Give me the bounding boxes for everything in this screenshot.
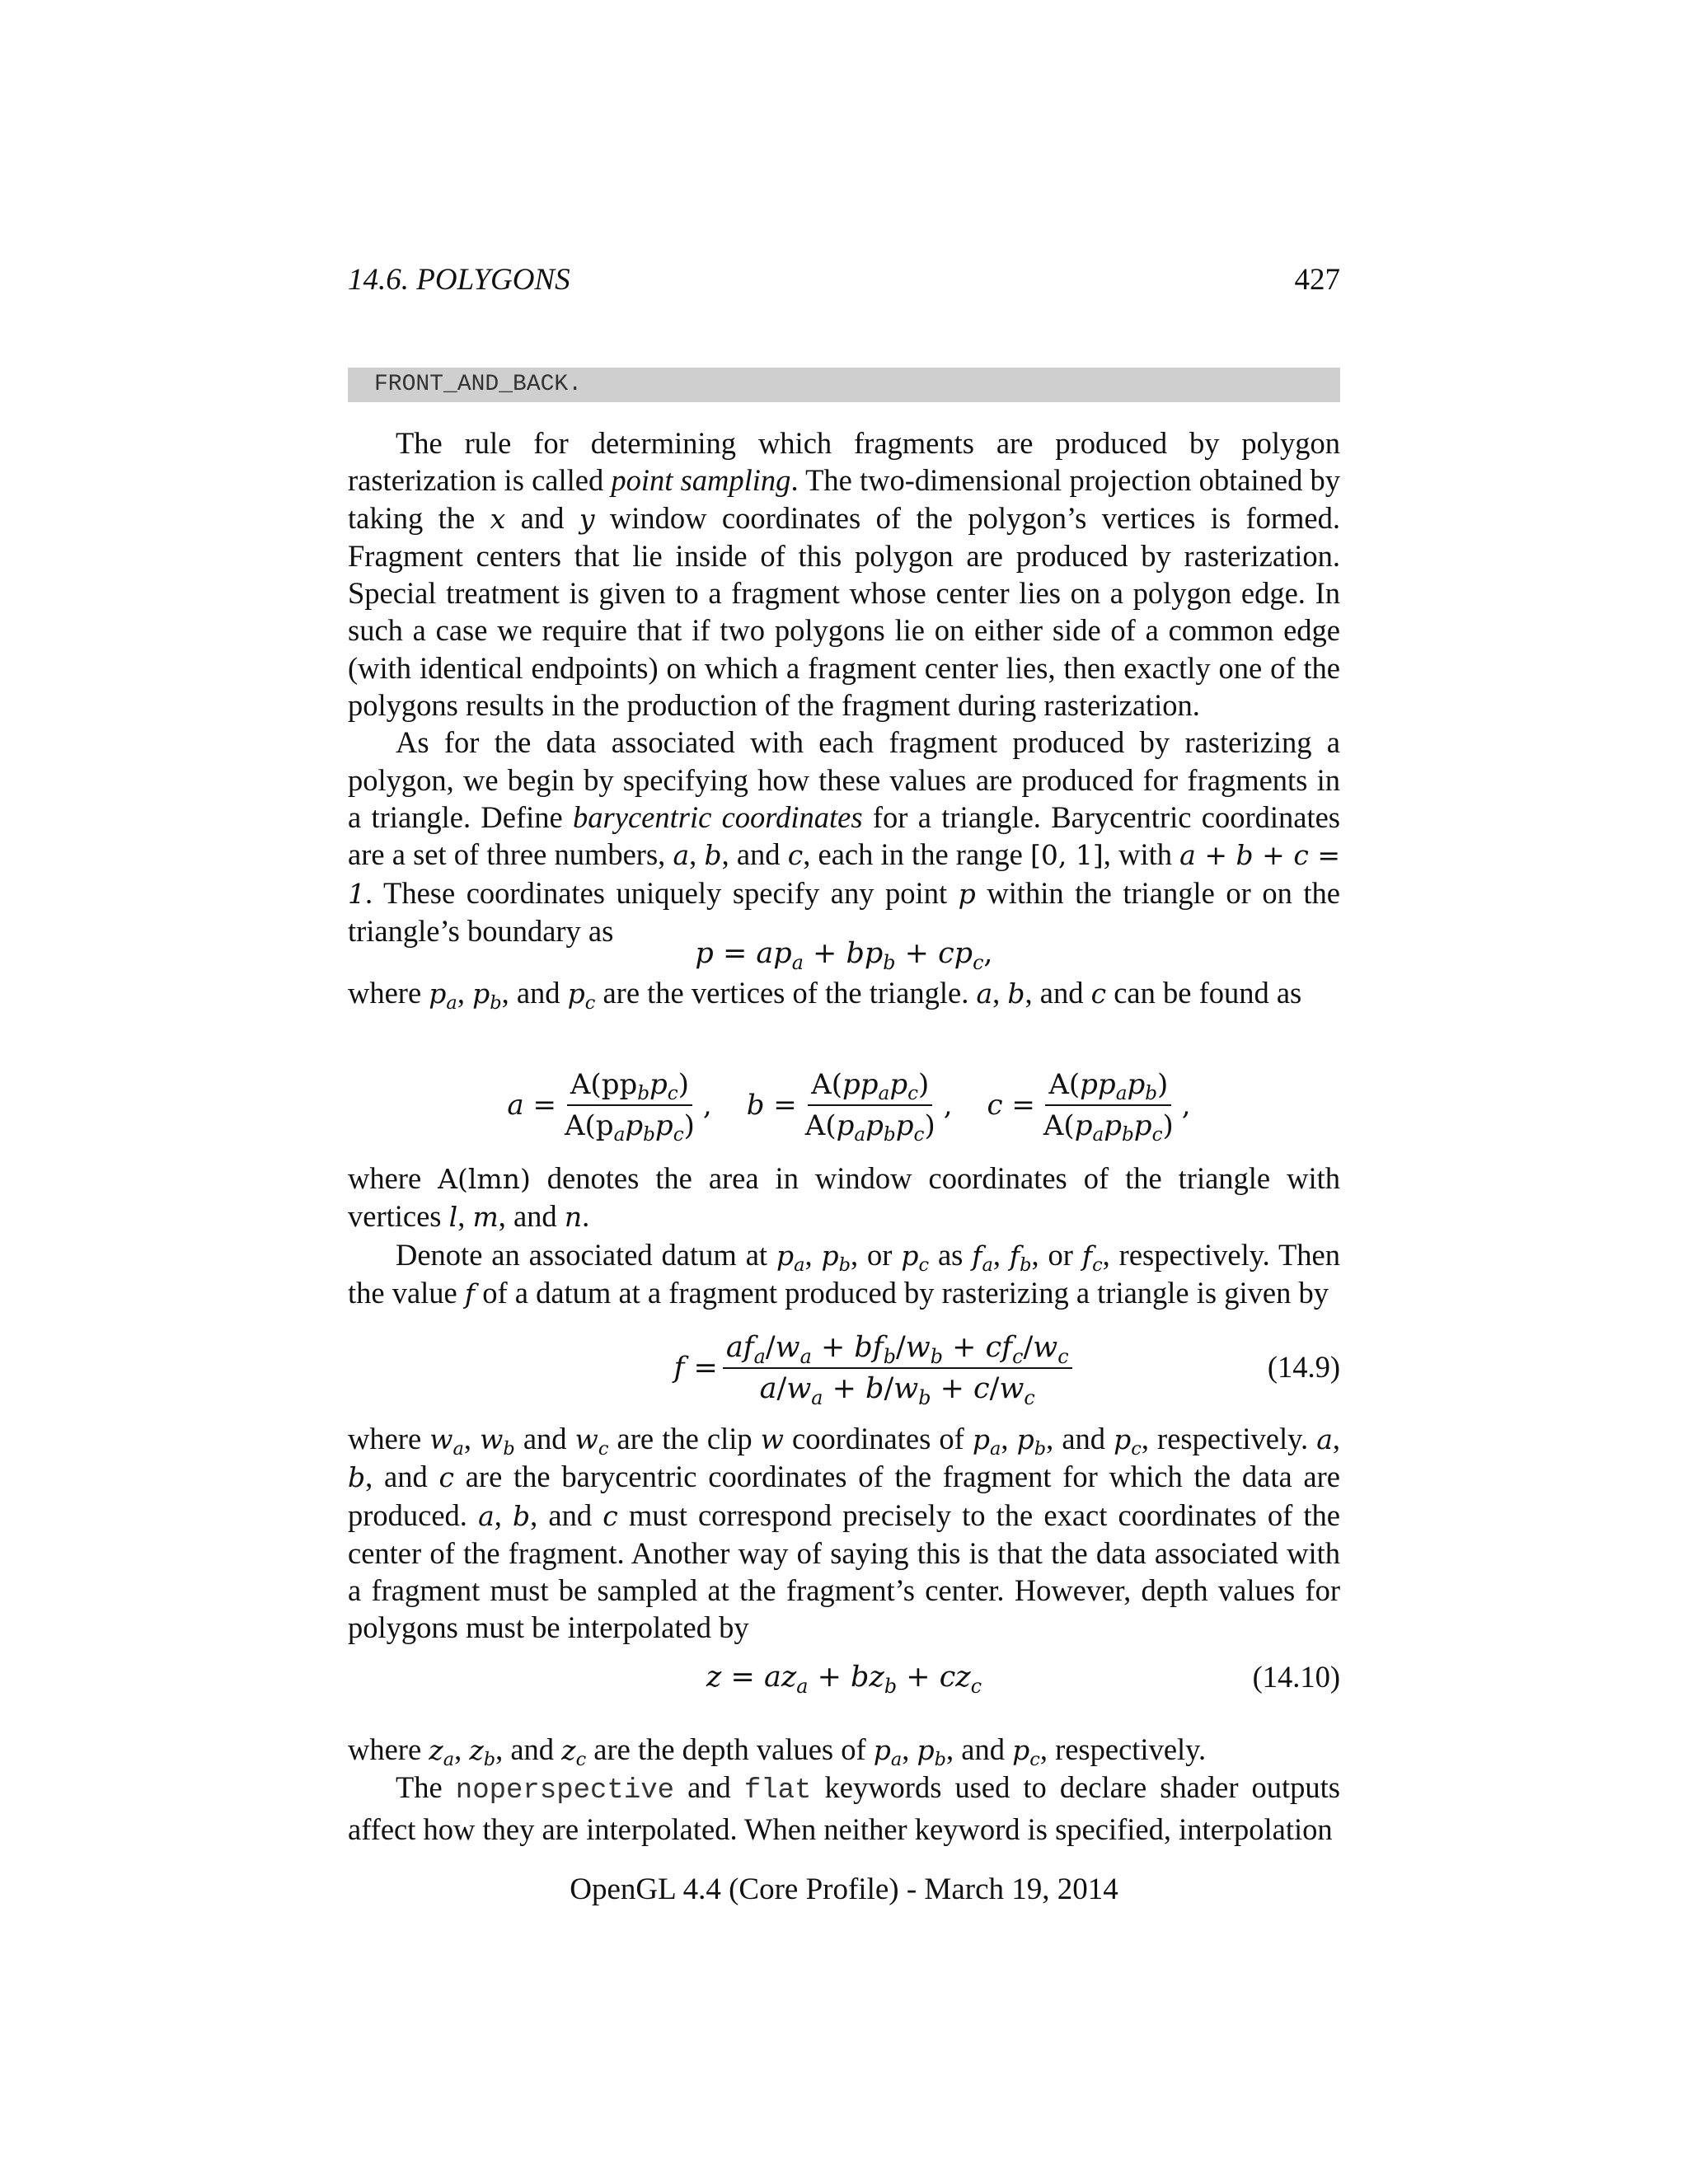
equation-barycentric-fractions bbox=[495, 1052, 1203, 1159]
running-header bbox=[348, 257, 1340, 303]
page-footer: OpenGL 4.4 (Core Profile) - March 19, 2014 bbox=[570, 1872, 1118, 1906]
section-title: 14.6. POLYGONS bbox=[348, 263, 570, 297]
paragraph-depth-values: where $z_a$, $z_b$, and $z_c$ are the depth values of $p_a$, $p_b$, and $p_c$, respectively. bbox=[348, 1732, 1207, 1771]
equation-14-10: $z = az_a + bz_b + cz_c$ (14.10) bbox=[348, 1657, 1340, 1698]
equation-number-14-9: (14.9) bbox=[1267, 1350, 1340, 1384]
keyword-flat: flat bbox=[743, 1775, 812, 1807]
term-point-sampling: point sampling bbox=[611, 463, 791, 498]
body-text-block-5 bbox=[348, 1731, 1340, 1848]
fraction-b: b = $\frac{A(pp_ap_c)}{A(p_ap_bp_c)}$ , bbox=[746, 1068, 953, 1146]
body-text-block-3 bbox=[348, 1160, 1340, 1312]
body-text-block-1 bbox=[348, 424, 1340, 949]
paragraph-point-sampling: The rule for determining which fragments are produced by polygon rasterization is called point sampling. The two-dimensional projection obtained by taking the x and y window coordinates of the polygon’s vertices is formed. Fragment centers that lie inside of this polygon are produced by rasterization. Special treatment is given to a fragment whose center lies on a polygon edge. In such a case we require that if two polygons lie on either side of a common edge (with identical endpoints) on which a fragment center lies, then exactly one of the polygons results in the production of the fragment during rasterization. bbox=[348, 426, 1340, 723]
fraction-c: c = $\frac{A(pp_ap_b)}{A(p_ap_bp_c)}$ , bbox=[987, 1068, 1191, 1146]
body-text-block-4 bbox=[348, 1420, 1340, 1647]
paragraph-clip-coordinates: where $w_a$, $w_b$ and $w_c$ are the clip w coordinates of $p_a$, $p_b$, and $p_c$, respectively. a, b, and c are the barycentric coordinates of the fragment for which the data are produced. a, b, and c must correspond precisely to the exact coordinates of the center of the fragment. Another way of saying this is that the data associated with a fragment must be sampled at the fragment’s center. However, depth values for polygons must be interpolated by bbox=[348, 1422, 1341, 1645]
fraction-a: a = $\frac{A(pp_bp_c)}{A(p_ap_bp_c)}$ , bbox=[507, 1068, 712, 1146]
equation-number-14-10: (14.10) bbox=[1252, 1660, 1340, 1694]
paragraph-area-definition: where A(lmn) denotes the area in window coordinates of the triangle with vertices l, m, and n. bbox=[348, 1161, 1340, 1234]
code-highlight-bar: FRONT_AND_BACK. bbox=[348, 368, 1340, 402]
page-number: 427 bbox=[1294, 263, 1340, 297]
term-barycentric-coordinates: barycentric coordinates bbox=[573, 799, 863, 834]
paragraph-datum: Denote an associated datum at $p_a$, $p_b$, or $p_c$ as $f_a$, $f_b$, or $f_c$, respectively. Then the value f of a datum at a fragment produced by rasterizing a triangle is given by bbox=[348, 1237, 1341, 1310]
paragraph-where-vertices: where $p_a$, $p_b$, and $p_c$ are the vertices of the triangle. a, b, and c can be found as bbox=[348, 976, 1302, 1015]
equation-point: $p = ap_a + bp_b + cp_c$, bbox=[695, 937, 993, 974]
body-text-block-2 bbox=[348, 974, 1340, 1015]
paragraph-barycentric: As for the data associated with each fragment produced by rasterizing a polygon, we begin by specifying how these values are produced for fragments in a triangle. Define barycentric coordinates for a triangle. Barycentric coordinates are a set of three numbers, a, b, and c, each in the range [0, 1], with a + b + c = 1. These coordinates uniquely specify any point p within the triangle or on the triangle’s boundary as bbox=[348, 725, 1341, 948]
paragraph-keywords: The noperspective and flat keywords used to declare shader outputs affect how they are interpolated. When neither keyword is specified, interpolation bbox=[348, 1770, 1341, 1846]
equation-14-9: f = $\frac{af_a/w_a + bf_b/w_b + cf_c/w_c}{a/w_a + b/w_b + c/w_c}$ (14.9) bbox=[673, 1331, 1340, 1409]
keyword-noperspective: noperspective bbox=[455, 1775, 675, 1807]
